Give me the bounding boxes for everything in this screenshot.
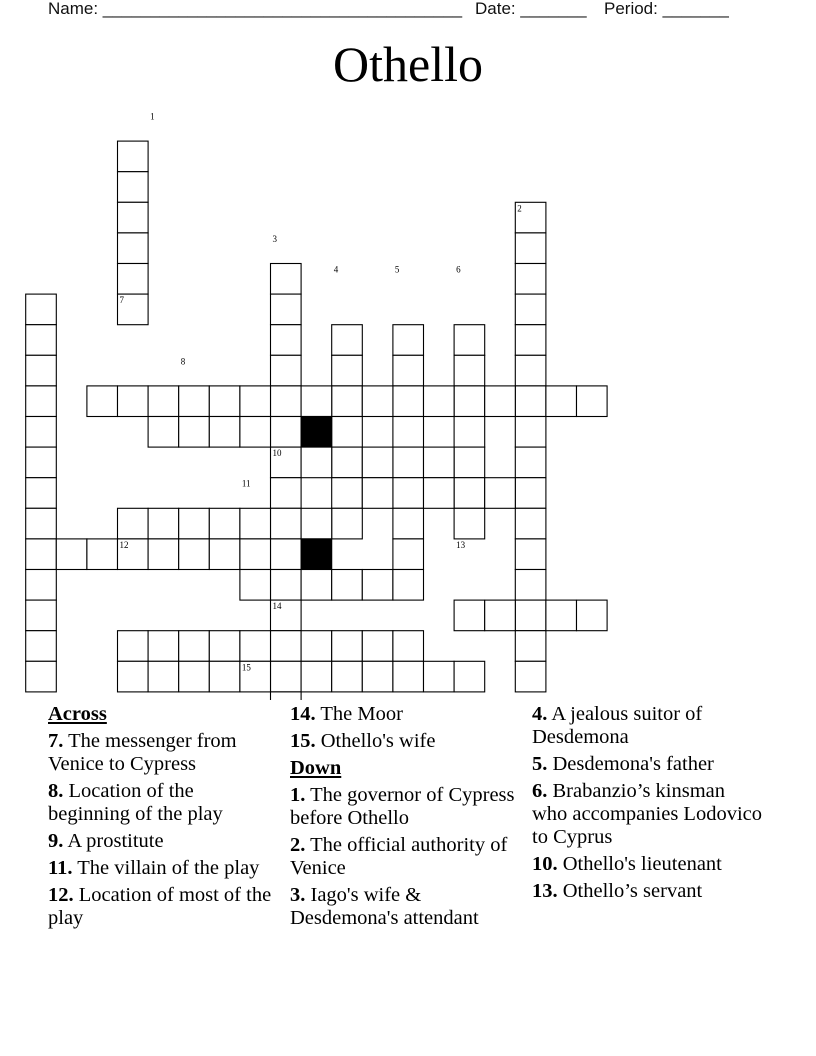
grid-cell[interactable] (179, 631, 210, 662)
grid-cell[interactable] (515, 600, 546, 631)
grid-cell[interactable] (454, 508, 485, 539)
grid-cell[interactable] (148, 508, 179, 539)
grid-cell[interactable] (515, 478, 546, 509)
grid-cell[interactable] (515, 294, 546, 325)
grid-cell[interactable] (271, 478, 302, 509)
clue-number: 10. (532, 853, 558, 875)
grid-cell[interactable] (118, 141, 149, 172)
grid-cell[interactable] (393, 417, 424, 448)
grid-cell[interactable] (485, 478, 516, 509)
clue-item (532, 753, 762, 776)
clue-number-label: 9 (303, 417, 308, 428)
grid-cell[interactable] (179, 661, 210, 692)
name-field-label[interactable]: Name: ______________________________________ (48, 0, 463, 18)
clues-column-3 (532, 703, 762, 907)
grid-cell[interactable] (209, 539, 240, 570)
clue-number-label: 10 (272, 448, 282, 459)
grid-cell[interactable] (515, 447, 546, 478)
clue-number: 11. (48, 857, 73, 879)
clue-item (532, 880, 762, 903)
clue-number-label: 3 (272, 233, 277, 244)
grid-cell[interactable] (209, 508, 240, 539)
grid-cell[interactable] (393, 325, 424, 356)
grid-cell[interactable] (424, 386, 455, 417)
grid-cell[interactable] (332, 478, 363, 509)
grid-cell[interactable] (26, 539, 57, 570)
grid-cell[interactable] (332, 631, 363, 662)
grid-cell[interactable] (148, 661, 179, 692)
grid-cell[interactable] (332, 508, 363, 539)
grid-cell[interactable] (515, 264, 546, 295)
grid-cell[interactable] (271, 661, 302, 692)
grid-cell[interactable] (454, 478, 485, 509)
clue-text: The official authority of Venice (290, 834, 508, 879)
grid-cell[interactable] (118, 264, 149, 295)
grid-cell[interactable] (485, 600, 516, 631)
grid-cell[interactable] (26, 508, 57, 539)
grid-cell[interactable] (271, 570, 302, 601)
grid-cell[interactable] (515, 325, 546, 356)
grid-cell[interactable] (393, 478, 424, 509)
clue-text: A jealous suitor of Desdemona (532, 703, 703, 748)
period-field-label[interactable]: Period: _______ (604, 0, 729, 18)
grid-cell[interactable] (26, 570, 57, 601)
grid-cell[interactable] (332, 417, 363, 448)
grid-cell[interactable] (454, 447, 485, 478)
clue-item (532, 780, 762, 849)
grid-cell[interactable] (271, 539, 302, 570)
grid-cell[interactable] (301, 570, 332, 601)
grid-cell[interactable] (26, 631, 57, 662)
grid-cell[interactable] (240, 386, 271, 417)
clues-column-2 (290, 703, 520, 934)
grid-cell[interactable] (271, 508, 302, 539)
grid-cell[interactable] (209, 661, 240, 692)
grid-cell[interactable] (26, 661, 57, 692)
clue-text: A prostitute (63, 830, 164, 852)
grid-cell[interactable] (26, 478, 57, 509)
grid-cell[interactable] (118, 508, 149, 539)
page-title: Othello (333, 36, 483, 92)
clue-number-label: 12 (119, 539, 129, 550)
grid-cell[interactable] (424, 661, 455, 692)
clue-text: Brabanzio’s kinsman who accompanies Lodovico to Cyprus (532, 780, 762, 848)
down-heading: Down (290, 757, 342, 779)
grid-cell[interactable] (332, 447, 363, 478)
across-clue-list (48, 730, 278, 930)
grid-cell[interactable] (148, 539, 179, 570)
grid-cell[interactable] (179, 539, 210, 570)
clue-item (532, 703, 762, 749)
grid-cell[interactable] (515, 508, 546, 539)
clue-number-label: 2 (517, 203, 522, 214)
grid-cell[interactable] (301, 661, 332, 692)
clue-number: 8. (48, 780, 64, 802)
clue-item (290, 703, 520, 726)
grid-cell[interactable] (454, 355, 485, 386)
grid-cell-blocked (301, 539, 332, 570)
grid-cell[interactable] (240, 539, 271, 570)
down-clue-list-continued (532, 703, 762, 903)
grid-cell[interactable] (271, 417, 302, 448)
clue-text: Location of the beginning of the play (48, 780, 223, 825)
clue-number: 4. (532, 703, 548, 725)
clue-number: 14. (290, 703, 316, 725)
grid-cell[interactable] (332, 355, 363, 386)
clue-number-label: 5 (394, 264, 400, 275)
grid-cell[interactable] (301, 508, 332, 539)
clue-number: 15. (290, 730, 316, 752)
grid-cell[interactable] (454, 600, 485, 631)
grid-cell[interactable] (362, 570, 393, 601)
grid-cell[interactable] (26, 447, 57, 478)
clue-text: Othello's wife (315, 730, 436, 752)
clue-text: Iago's wife & Desdemona's attendant (290, 884, 479, 929)
grid-cell[interactable] (148, 386, 179, 417)
clue-text: The messenger from Venice to Cypress (48, 730, 237, 775)
grid-cell[interactable] (546, 600, 577, 631)
grid-cell[interactable] (26, 386, 57, 417)
grid-cell[interactable] (577, 600, 608, 631)
clue-number: 3. (290, 884, 306, 906)
clue-number-label: 7 (119, 295, 124, 306)
down-clue-list (290, 784, 520, 930)
grid-cell[interactable] (118, 386, 149, 417)
clue-item (290, 834, 520, 880)
clue-number: 13. (532, 880, 558, 902)
grid-cell[interactable] (179, 386, 210, 417)
clue-number: 7. (48, 730, 64, 752)
grid-cell[interactable] (393, 539, 424, 570)
clue-number: 9. (48, 830, 64, 852)
clue-text: Location of most of the play (48, 884, 272, 929)
grid-cell[interactable] (26, 355, 57, 386)
grid-cell[interactable] (118, 202, 149, 233)
grid-cell[interactable] (515, 631, 546, 662)
clue-item (290, 784, 520, 830)
grid-cell[interactable] (87, 539, 118, 570)
grid-cell[interactable] (26, 294, 57, 325)
grid-cell[interactable] (393, 508, 424, 539)
date-field-label[interactable]: Date: _______ (475, 0, 587, 18)
clue-number-label: 13 (456, 539, 466, 550)
clue-number-label: 1 (150, 111, 155, 122)
clue-number-label: 4 (333, 264, 339, 275)
clue-number: 6. (532, 780, 548, 802)
grid-cell[interactable] (454, 386, 485, 417)
grid-cell[interactable] (515, 570, 546, 601)
clue-item (48, 884, 278, 930)
clue-item (48, 730, 278, 776)
clue-text: Othello’s servant (557, 880, 703, 902)
grid-cell[interactable] (515, 539, 546, 570)
grid-cell[interactable] (271, 355, 302, 386)
grid-cell[interactable] (271, 692, 302, 700)
clue-number: 5. (532, 753, 548, 775)
grid-cell[interactable] (240, 631, 271, 662)
grid-cell[interactable] (271, 325, 302, 356)
clue-number: 12. (48, 884, 74, 906)
grid-cell[interactable] (271, 294, 302, 325)
grid-cell[interactable] (209, 631, 240, 662)
clues-column-1 (48, 703, 278, 934)
grid-cell[interactable] (332, 386, 363, 417)
grid-cell[interactable] (118, 631, 149, 662)
clue-number-label: 15 (241, 662, 251, 673)
grid-cell[interactable] (87, 386, 118, 417)
clue-number-label: 14 (272, 601, 282, 612)
grid-cell[interactable] (56, 539, 87, 570)
clue-number-label: 6 (456, 264, 461, 275)
clue-number-label: 8 (180, 356, 186, 367)
grid-cell[interactable] (546, 386, 577, 417)
grid-cell[interactable] (485, 386, 516, 417)
clue-text: The Moor (315, 703, 403, 725)
across-heading: Across (48, 703, 107, 725)
grid-cell[interactable] (393, 570, 424, 601)
grid-cell[interactable] (118, 233, 149, 264)
grid-cell[interactable] (362, 478, 393, 509)
grid-cell[interactable] (240, 508, 271, 539)
grid-cell[interactable] (362, 447, 393, 478)
grid-cell[interactable] (362, 661, 393, 692)
clue-text: Desdemona's father (547, 753, 714, 775)
grid-cell[interactable] (118, 172, 149, 203)
grid-cell[interactable] (271, 264, 302, 295)
grid-cell[interactable] (179, 508, 210, 539)
grid-cell[interactable] (148, 631, 179, 662)
clue-item (290, 730, 520, 753)
grid-cell[interactable] (515, 233, 546, 264)
grid-cell[interactable] (515, 386, 546, 417)
grid-cell[interactable] (332, 325, 363, 356)
grid-cell[interactable] (393, 355, 424, 386)
grid-cell[interactable] (26, 325, 57, 356)
grid-cell[interactable] (209, 417, 240, 448)
clue-number-label: 11 (241, 478, 251, 489)
grid-cell[interactable] (26, 600, 57, 631)
clue-item (48, 857, 278, 880)
clue-item (290, 884, 520, 930)
grid-cell[interactable] (26, 417, 57, 448)
clue-text: Othello's lieutenant (557, 853, 722, 875)
grid-cell[interactable] (301, 386, 332, 417)
grid-cell[interactable] (454, 417, 485, 448)
grid-cell[interactable] (332, 570, 363, 601)
grid-cell[interactable] (577, 386, 608, 417)
clue-text: The villain of the play (72, 857, 260, 879)
grid-cell[interactable] (240, 417, 271, 448)
clue-item (48, 780, 278, 826)
grid-cell[interactable] (179, 417, 210, 448)
grid-cell[interactable] (240, 570, 271, 601)
grid-cell[interactable] (301, 631, 332, 662)
grid-cell[interactable] (454, 325, 485, 356)
grid-cell[interactable] (332, 661, 363, 692)
grid-cell[interactable] (454, 661, 485, 692)
grid-cell[interactable] (148, 417, 179, 448)
grid-cell[interactable] (393, 661, 424, 692)
grid-cell[interactable] (393, 386, 424, 417)
grid-cell[interactable] (271, 631, 302, 662)
grid-cell[interactable] (424, 478, 455, 509)
grid-cell[interactable] (271, 386, 302, 417)
grid-cell[interactable] (393, 447, 424, 478)
clue-item (48, 830, 278, 853)
clue-text: The governor of Cypress before Othello (290, 784, 515, 829)
grid-cell[interactable] (301, 447, 332, 478)
grid-cell[interactable] (515, 355, 546, 386)
clue-item (532, 853, 762, 876)
grid-cell[interactable] (362, 631, 393, 662)
grid-cell[interactable] (515, 417, 546, 448)
grid-cell[interactable] (362, 386, 393, 417)
clue-number: 2. (290, 834, 306, 856)
across-clue-list-continued (290, 703, 520, 753)
grid-cell[interactable] (118, 661, 149, 692)
grid-cell[interactable] (393, 631, 424, 662)
grid-cell[interactable] (515, 661, 546, 692)
grid-cell[interactable] (209, 386, 240, 417)
grid-cell[interactable] (424, 447, 455, 478)
clue-number: 1. (290, 784, 306, 806)
